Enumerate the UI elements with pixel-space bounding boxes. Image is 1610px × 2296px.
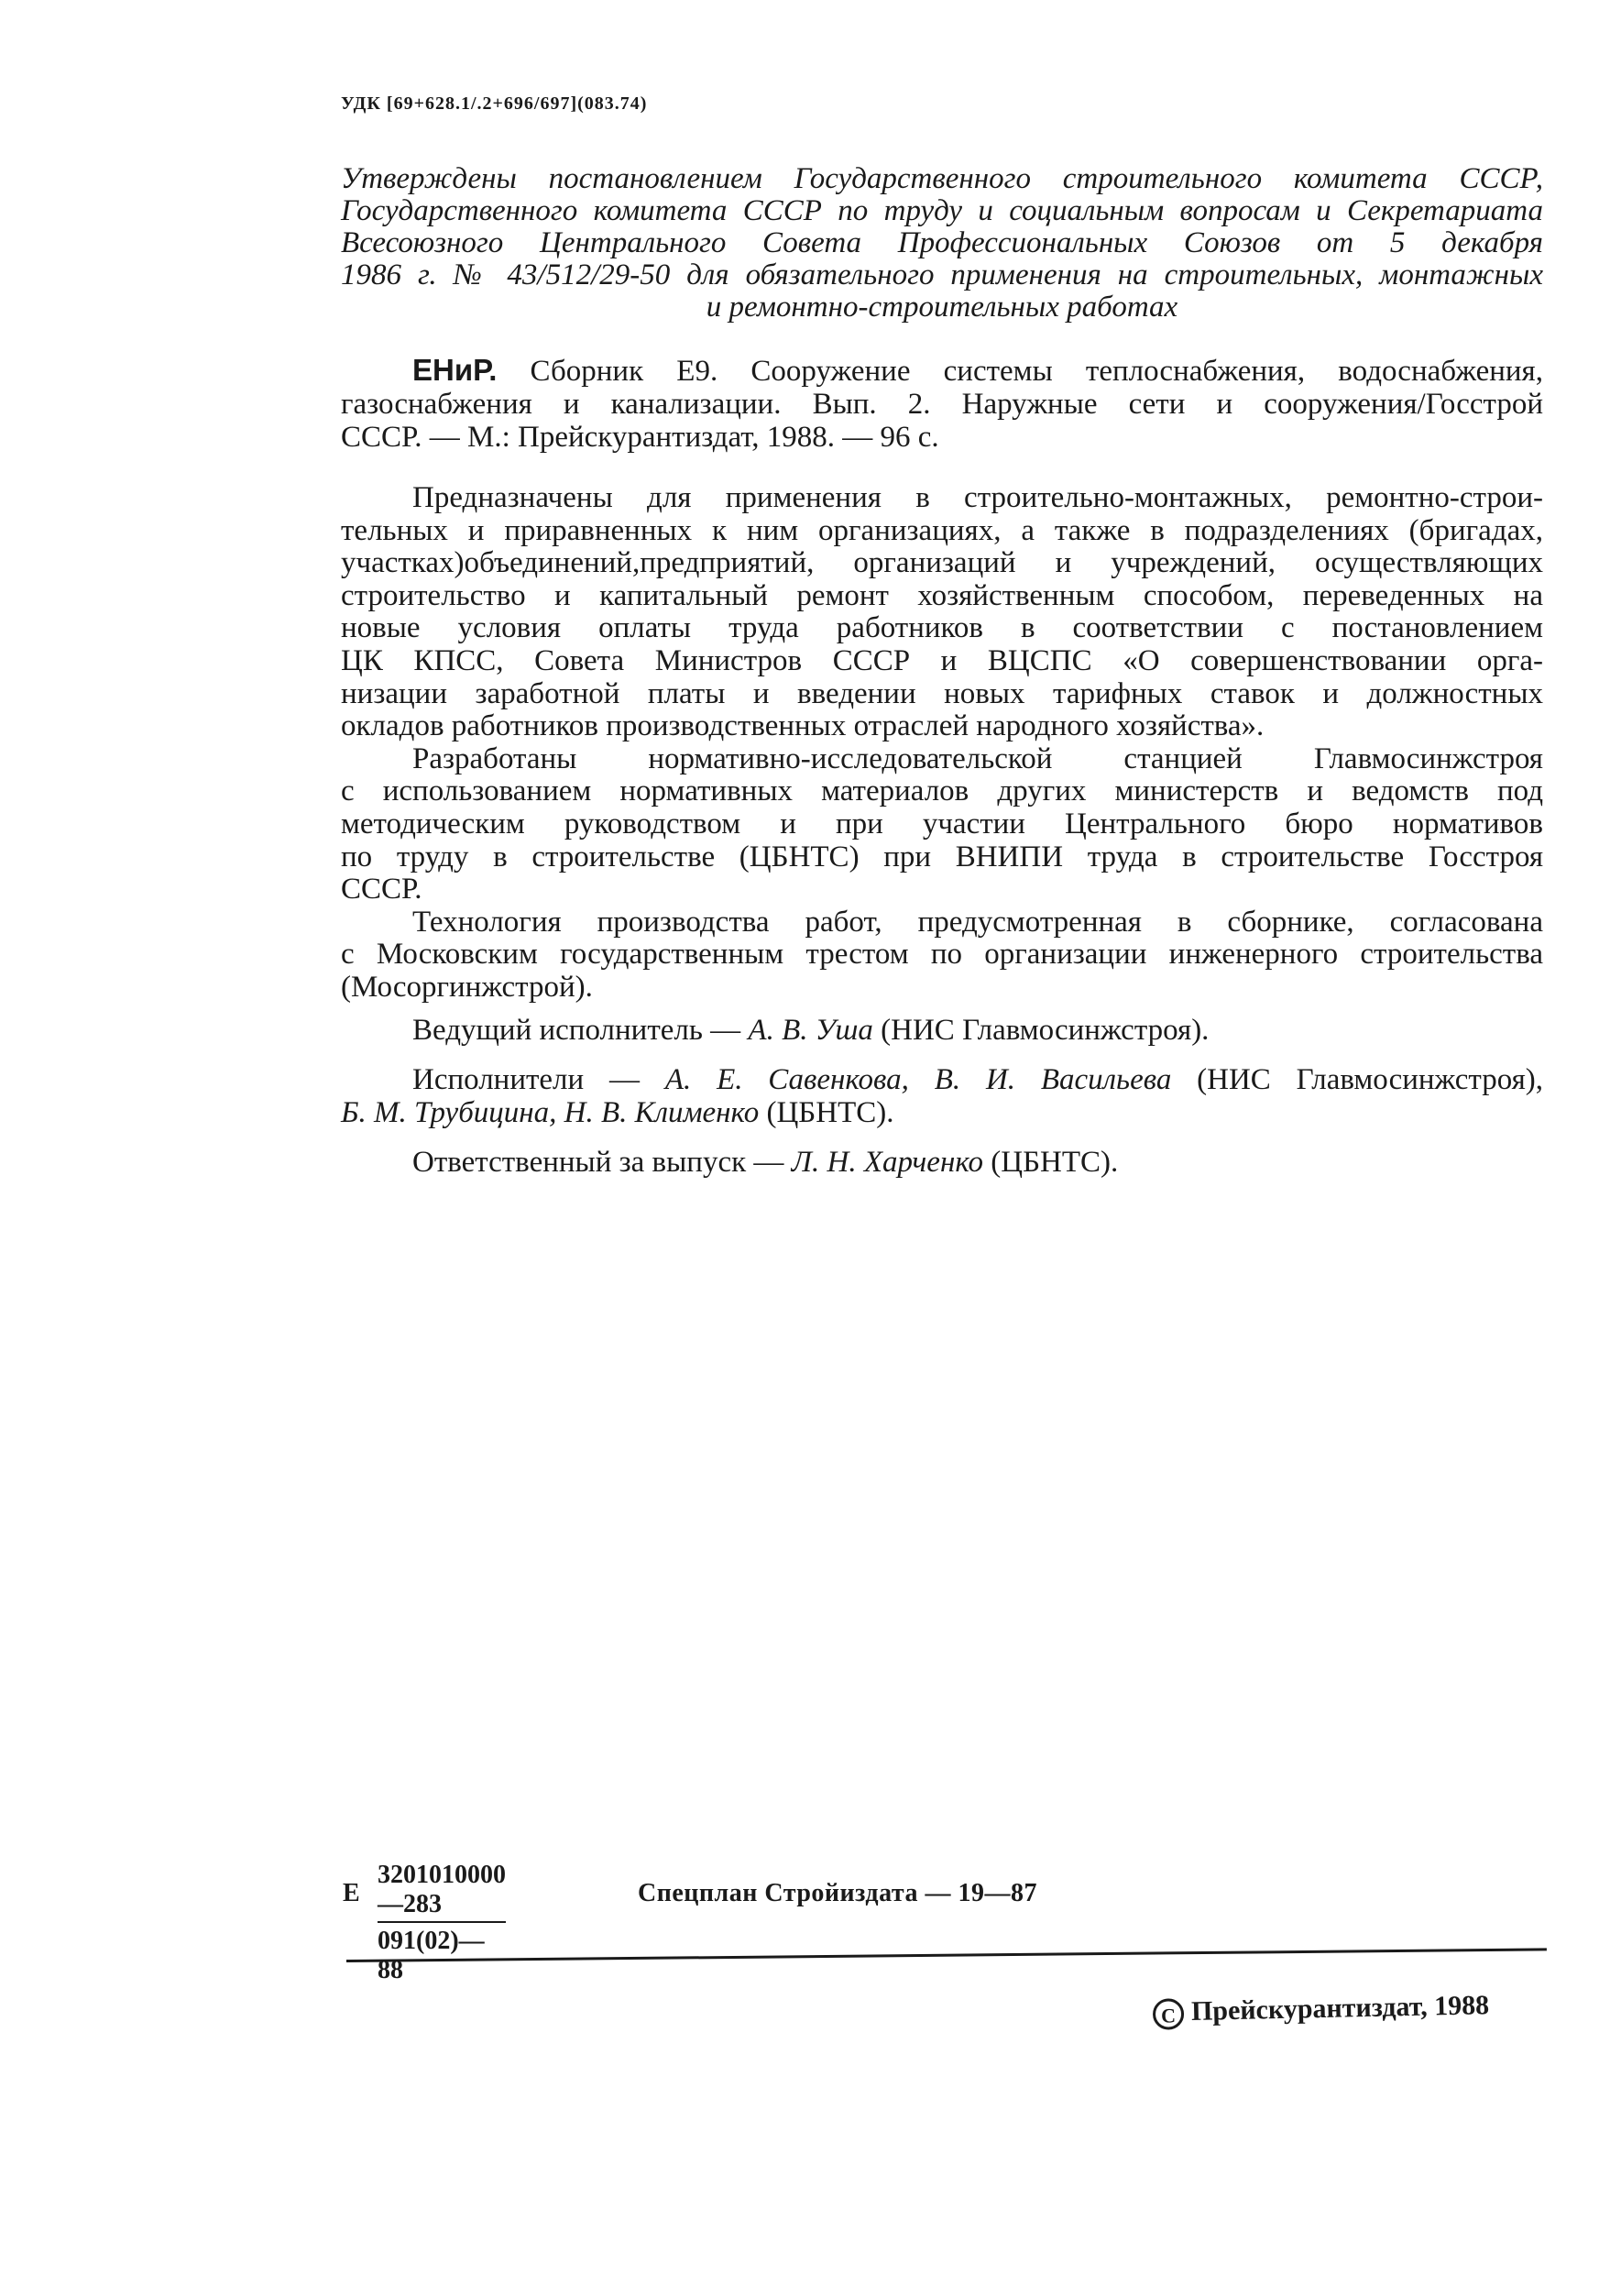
text-line: СССР.	[341, 873, 422, 906]
imprint-letter: Е	[343, 1879, 360, 1907]
citation-bold: ЕНиР.	[412, 353, 498, 387]
description-body	[341, 482, 1543, 1005]
text-line: (Мосоргинжстрой).	[341, 970, 593, 1004]
text-line: Предназначены для применения в строительно-монтажных, ремонтно-строи-	[412, 481, 1543, 514]
text-line: новые условия оплаты труда работников в соответствии с постановлением	[341, 611, 1543, 645]
developed-paragraph	[341, 743, 1543, 906]
text-line: с Московским государственным трестом по организации инженерного строительства	[341, 938, 1543, 972]
citation-line: СССР. — М.: Прейскурантиздат, 1988. — 96 с.	[341, 421, 939, 454]
text-line: по труду в строительстве (ЦБНТС) при ВНИПИ труда в строительстве Госстроя	[341, 840, 1543, 873]
credits-block	[341, 1014, 1543, 1195]
approval-line: 1986 г. № 43/512/29-50 для обязательного применения на строительных, монтажных	[341, 258, 1543, 291]
text-line: тельных и приравненных к ним организациях, а также в подразделениях (бригадах,	[341, 513, 1543, 547]
executors-prefix: Исполнители —	[412, 1063, 665, 1096]
text-line: ЦК КПСС, Совета Министров СССР и ВЦСПС «О совершенствовании орга-	[341, 643, 1543, 677]
text-line: Технология производства работ, предусмотренная в сборнике, согласована	[412, 905, 1543, 939]
responsible-editor	[341, 1146, 1543, 1179]
executors	[341, 1063, 1543, 1129]
lead-prefix: Ведущий исполнитель —	[412, 1014, 749, 1047]
approval-line: Утверждены постановлением Государственного строительного комитета СССР,	[341, 162, 1543, 195]
lead-name: А. В. Уша	[748, 1014, 873, 1047]
lead-org: (НИС Главмосинжстроя).	[872, 1014, 1210, 1047]
imprint-plan: Спецплан Стройиздата — 19—87	[638, 1879, 1037, 1907]
text-line: Разработаны нормативно-исследовательской станцией Главмосинжстроя	[412, 742, 1543, 775]
copyright-icon: C	[1153, 1998, 1185, 2030]
udk-code: УДК [69+628.1/.2+696/697](083.74)	[341, 93, 648, 114]
approval-line: Государственного комитета СССР по труду и социальным вопросам и Секретариата	[341, 194, 1543, 227]
approval-line: и ремонтно-строительных работах	[706, 291, 1178, 324]
text-line: низации заработной платы и введении новых тарифных ставок и должностных	[341, 676, 1543, 710]
imprint-numerator: 3201010000—283	[378, 1861, 506, 1923]
text-line: окладов работников производственных отраслей народного хозяйства».	[341, 709, 1265, 743]
executors-org: (НИС Главмосинжстроя),	[1171, 1063, 1543, 1096]
responsible-name: Л. Н. Харченко	[791, 1146, 983, 1179]
copyright-text: Прейскурантиздат, 1988	[1190, 1990, 1490, 2027]
approval-statement	[341, 163, 1543, 324]
responsible-org: (ЦБНТС).	[983, 1146, 1119, 1179]
approval-line: Всесоюзного Центрального Совета Профессиональных Союзов от 5 декабря	[341, 226, 1543, 259]
citation-line: газоснабжения и канализации. Вып. 2. Наружные сети и сооружения/Госстрой	[341, 388, 1543, 421]
imprint-denominator: 091(02)—88	[378, 1927, 485, 1984]
lead-executor	[341, 1014, 1543, 1047]
executors-line	[341, 1063, 1543, 1096]
executors-org: (ЦБНТС).	[759, 1096, 894, 1129]
citation-text: Сборник Е9. Сооружение системы теплоснабжения, водоснабжения,	[497, 355, 1543, 388]
technology-paragraph	[341, 906, 1543, 1005]
divider-line	[346, 1948, 1547, 1962]
copyright-notice	[1153, 1990, 1490, 2030]
imprint-fraction	[378, 1861, 506, 1985]
text-line: методическим руководством и при участии Центрального бюро нормативов	[341, 807, 1543, 840]
executors-line	[341, 1096, 1543, 1129]
executors-names: Б. М. Трубицина, Н. В. Клименко	[341, 1096, 760, 1129]
citation-line	[341, 354, 1543, 388]
purpose-paragraph	[341, 482, 1543, 743]
text-line: с использованием нормативных материалов других министерств и ведомств под	[341, 774, 1543, 808]
bibliographic-citation	[341, 354, 1543, 454]
responsible-prefix: Ответственный за выпуск —	[412, 1146, 792, 1179]
executors-names: А. Е. Савенкова, В. И. Васильева	[664, 1063, 1172, 1096]
text-line: участках)объединений,предприятий, организаций и учреждений, осуществляющих	[341, 546, 1543, 580]
text-line: строительство и капитальный ремонт хозяйственным способом, переведенных на	[341, 578, 1543, 612]
